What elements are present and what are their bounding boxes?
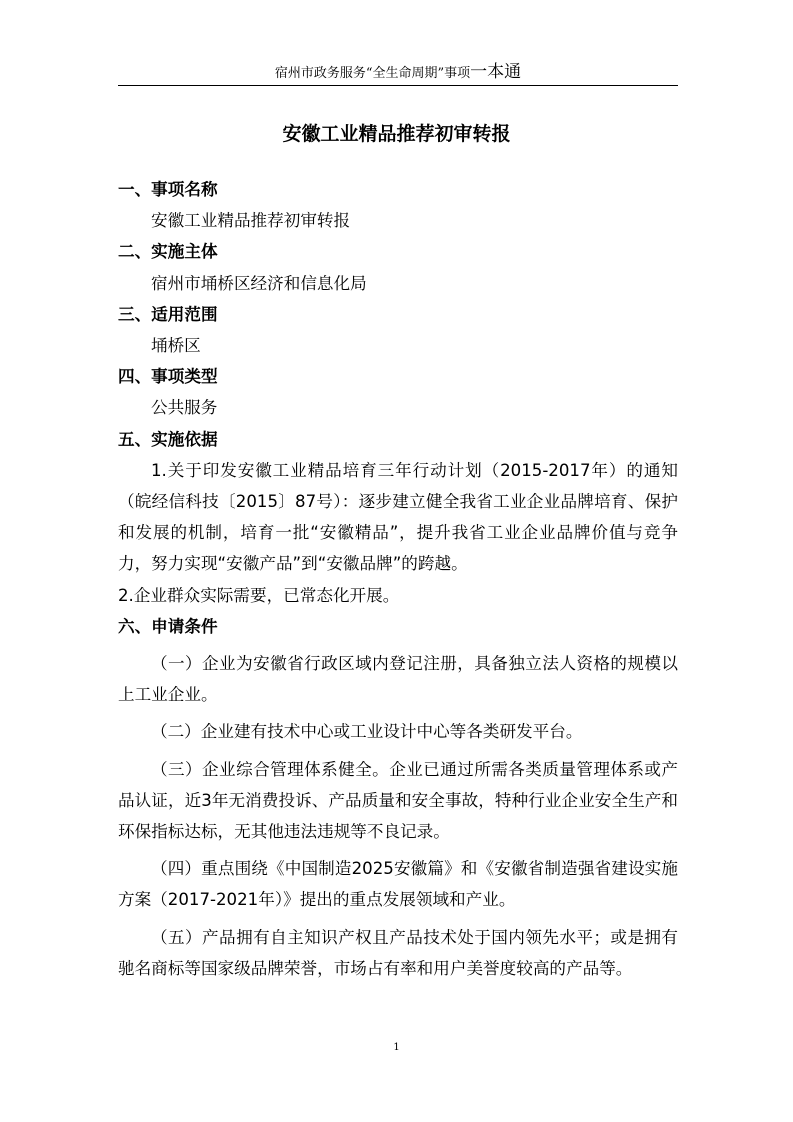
basis-paragraph-2: 2.企业群众实际需要，已常态化开展。: [118, 585, 400, 605]
section-heading-item-name: 一、事项名称: [118, 180, 218, 199]
section-heading-basis: 五、实施依据: [118, 429, 218, 449]
section-value-item-name: 安徽工业精品推荐初审转报: [151, 211, 351, 231]
section-value-scope: 埇桥区: [151, 335, 201, 355]
condition-paragraph-1: （一）企业为安徽省行政区域内登记注册，具备独立法人资格的规模以上工业企业。: [118, 653, 678, 705]
section-value-item-type: 公共服务: [151, 398, 218, 418]
document-title: 安徽工业精品推荐初审转报: [282, 123, 511, 145]
section-heading-item-type: 四、事项类型: [118, 367, 218, 387]
section-heading-scope: 三、适用范围: [118, 304, 218, 324]
condition-paragraph-4: （四）重点围绕《中国制造2025安徽篇》和《安徽省制造强省建设实施方案（2017-2021年）》提出的重点发展领域和产业。: [118, 859, 678, 910]
condition-paragraph-3: （三）企业综合管理体系健全。企业已通过所需各类质量管理体系或产品认证，近3年无消费投诉、产品质量和安全事故，特种行业企业安全生产和环保指标达标，无其他违法违规等不良记录。: [118, 759, 678, 841]
section-heading-conditions: 六、申请条件: [118, 616, 218, 636]
section-value-implementing-body: 宿州市埇桥区经济和信息化局: [151, 273, 367, 293]
page-header: [118, 62, 678, 84]
page-number: 1: [393, 1042, 400, 1053]
condition-paragraph-5: （五）产品拥有自主知识产权且产品技术处于国内领先水平；或是拥有驰名商标等国家级品牌荣誉，市场占有率和用户美誉度较高的产品等。: [118, 927, 678, 978]
condition-paragraph-2: （二）企业建有技术中心或工业设计中心等各类研发平台。: [151, 722, 583, 742]
header-rule: [118, 85, 678, 86]
page-header-tail: 一本通: [470, 62, 522, 82]
page-header-text: 宿州市政务服务“全生命周期”事项: [274, 66, 471, 81]
section-heading-implementing-body: 二、实施主体: [118, 242, 218, 262]
document-body: [118, 174, 678, 990]
basis-paragraph-1: 1.关于印发安徽工业精品培育三年行动计划（2015-2017年）的通知（皖经信科技〔2015〕87号）：逐步建立健全我省工业企业品牌培育、保护和发展的机制，培育一批“安徽精品”，提升我省工业企业品牌价值与竞争力，努力实现“安徽产品”到“安徽品牌”的跨越。: [118, 460, 678, 574]
